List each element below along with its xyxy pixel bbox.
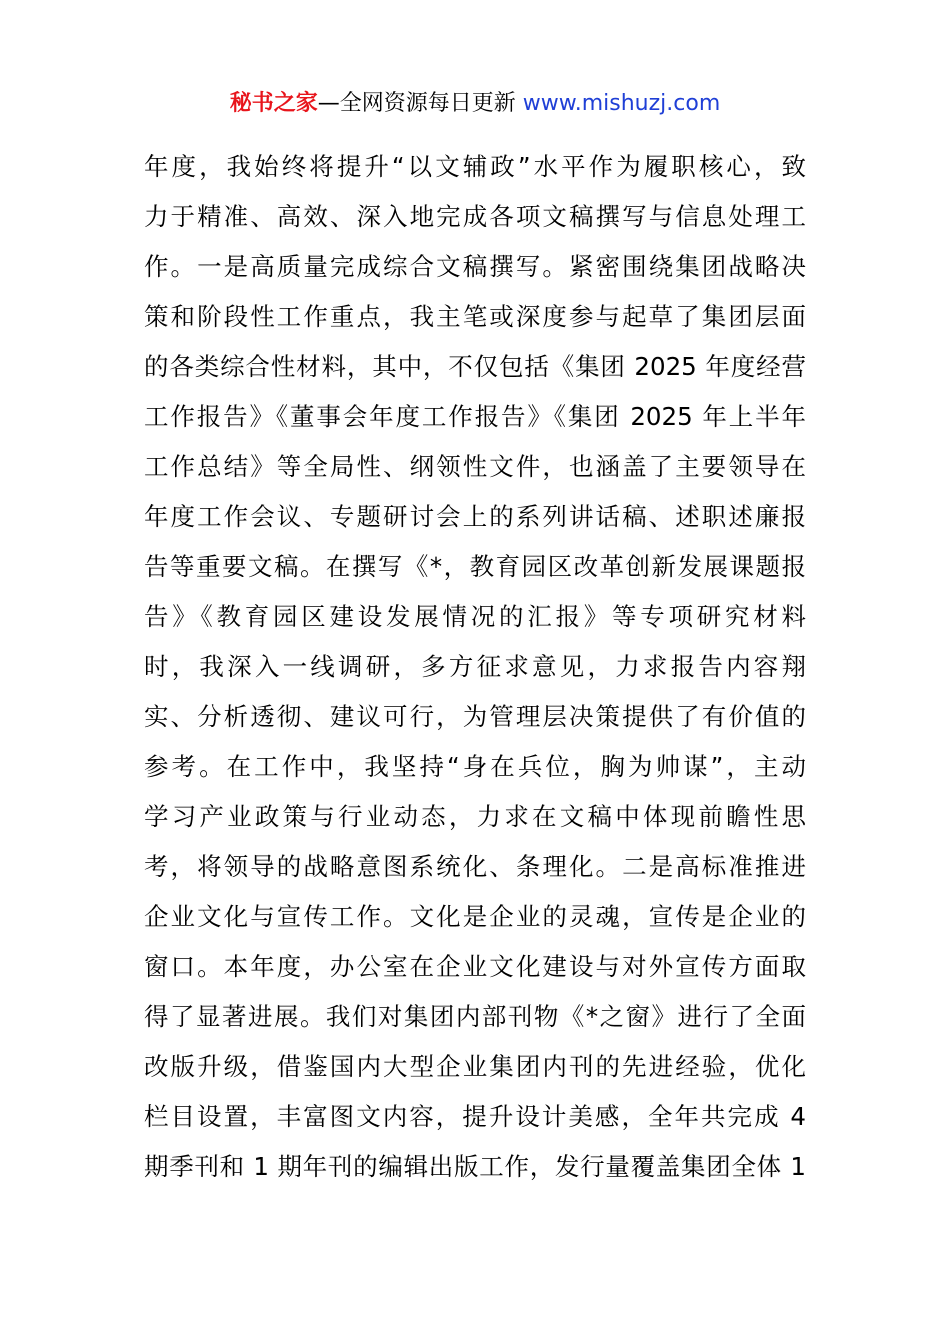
body-line: 策和阶段性工作重点，我主笔或深度参与起草了集团层面 xyxy=(144,302,806,331)
body-line: 窗口。本年度，办公室在企业文化建设与对外宣传方面取 xyxy=(144,952,806,981)
body-line: 得了显著进展。我们对集团内部刊物《*之窗》进行了全面 xyxy=(144,1002,806,1031)
body-line: 期季刊和 1 期年刊的编辑出版工作，发行量覆盖集团全体 1 xyxy=(144,1152,806,1181)
body-line: 年度，我始终将提升“以文辅政”水平作为履职核心，致 xyxy=(144,152,806,181)
document-body xyxy=(144,142,806,1192)
body-line: 参考。在工作中，我坚持“身在兵位，胸为帅谋”，主动 xyxy=(144,752,806,781)
body-line: 作。一是高质量完成综合文稿撰写。紧密围绕集团战略决 xyxy=(144,252,806,281)
body-line: 栏目设置，丰富图文内容，提升设计美感，全年共完成 4 xyxy=(144,1102,806,1131)
body-line: 工作总结》等全局性、纲领性文件，也涵盖了主要领导在 xyxy=(144,452,806,481)
body-line: 工作报告》《董事会年度工作报告》《集团 2025 年上半年 xyxy=(144,402,806,431)
body-line: 考，将领导的战略意图系统化、条理化。二是高标准推进 xyxy=(144,852,806,881)
body-line: 告》《教育园区建设发展情况的汇报》等专项研究材料 xyxy=(144,602,806,631)
site-header xyxy=(0,88,950,120)
site-tagline: —全网资源每日更新 xyxy=(317,91,523,116)
site-url[interactable]: www.mishuzj.com xyxy=(522,91,721,116)
body-line: 学习产业政策与行业动态，力求在文稿中体现前瞻性思 xyxy=(144,802,806,831)
body-line: 力于精准、高效、深入地完成各项文稿撰写与信息处理工 xyxy=(144,202,806,231)
body-line: 时，我深入一线调研，多方征求意见，力求报告内容翔 xyxy=(144,652,806,681)
site-brand: 秘书之家 xyxy=(229,91,318,116)
body-line: 企业文化与宣传工作。文化是企业的灵魂，宣传是企业的 xyxy=(144,902,806,931)
body-line: 年度工作会议、专题研讨会上的系列讲话稿、述职述廉报 xyxy=(144,502,806,531)
body-line: 改版升级，借鉴国内大型企业集团内刊的先进经验，优化 xyxy=(144,1052,806,1081)
body-line: 实、分析透彻、建议可行，为管理层决策提供了有价值的 xyxy=(144,702,806,731)
body-line: 告等重要文稿。在撰写《*，教育园区改革创新发展课题报 xyxy=(144,552,806,581)
body-line: 的各类综合性材料，其中，不仅包括《集团 2025 年度经营 xyxy=(144,352,806,381)
